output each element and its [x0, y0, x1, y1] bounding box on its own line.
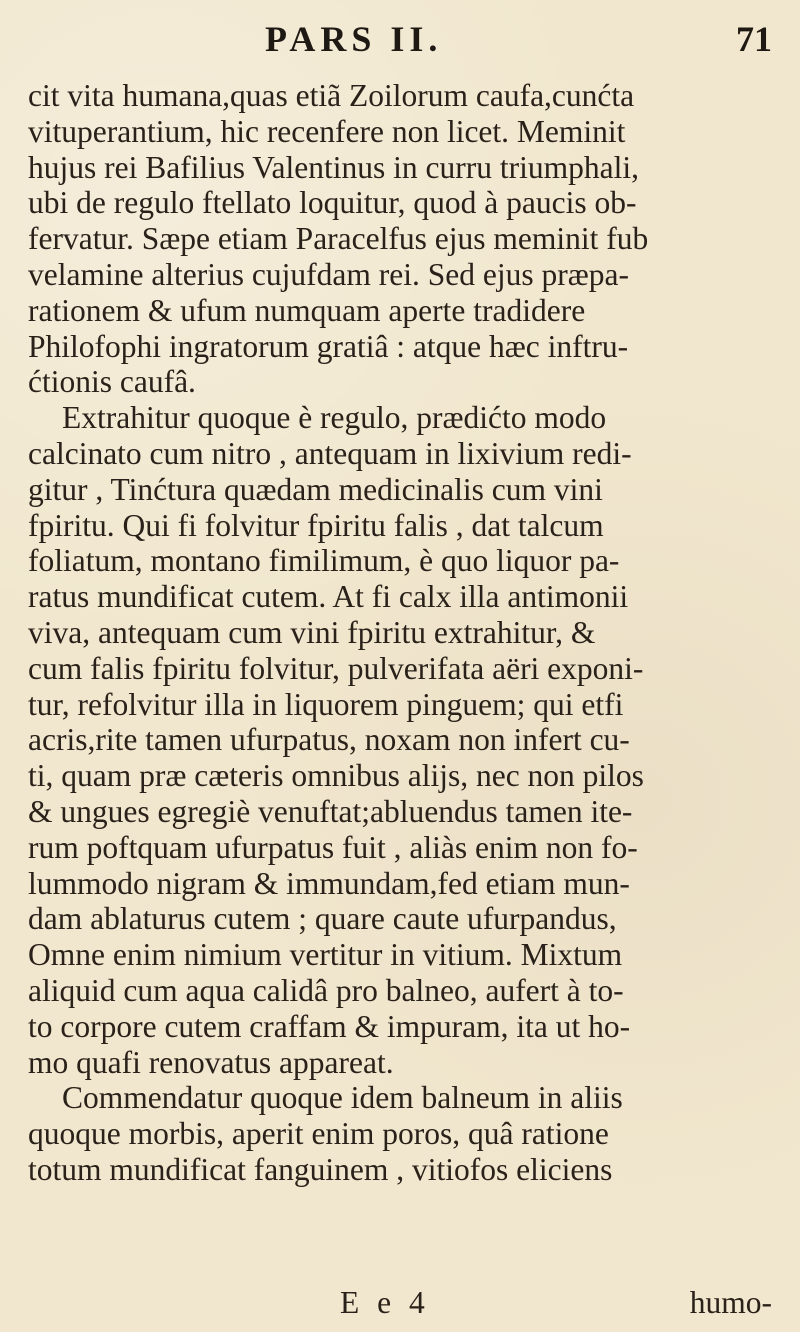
text-line-10: Extrahitur quoque è regulo, prædićto modo: [62, 400, 607, 436]
catchword: humo-: [689, 1285, 772, 1320]
text-line-30: quoque morbis, aperit enim poros, quâ ratione: [28, 1116, 609, 1152]
text-line-23: lummodo nigram & immundam,fed etiam mun-: [28, 865, 630, 901]
text-line-14: foliatum, montano fimilimum, è quo liquor pa-: [28, 543, 620, 579]
text-line-24: dam ablaturus cutem ; quare caute ufurpandus,: [28, 901, 617, 937]
text-line-6: velamine alterius cujufdam rei. Sed ejus præpa-: [28, 256, 629, 292]
signature-mark: E e 4: [340, 1285, 430, 1320]
text-line-5: fervatur. Sæpe etiam Paracelfus ejus meminit fub: [28, 221, 649, 257]
text-line-8: Philofophi ingratorum gratiâ : atque hæc inftru-: [28, 328, 629, 364]
text-line-20: ti, quam præ cæteris omnibus alijs, nec non pilos: [28, 758, 644, 794]
text-line-16: viva, antequam cum vini fpiritu extrahitur, &: [28, 614, 596, 650]
text-line-7: rationem & ufum numquam aperte tradidere: [28, 292, 586, 328]
page-footer: [0, 1285, 800, 1325]
text-line-27: to corpore cutem craffam & impuram, ita ut ho-: [28, 1008, 631, 1044]
body-text: [28, 78, 766, 1188]
text-line-25: Omne enim nimium vertitur in vitium. Mixtum: [28, 937, 623, 973]
text-line-22: rum poftquam ufurpatus fuit , aliàs enim non fo-: [28, 829, 638, 865]
text-line-1: cit vita humana,quas etiã Zoilorum caufa,cunćta: [28, 78, 635, 113]
running-head: PARS II.: [265, 19, 443, 59]
text-line-4: ubi de regulo ftellato loquitur, quod à paucis ob-: [28, 185, 637, 221]
text-line-31: totum mundificat fanguinem , vitiofos eliciens: [28, 1151, 613, 1187]
text-line-18: tur, refolvitur illa in liquorem pinguem; qui etfi: [28, 686, 624, 722]
text-line-2: vituperantium, hic recenfere non licet. Meminit: [28, 113, 626, 149]
text-line-19: acris,rite tamen ufurpatus, noxam non infert cu-: [28, 722, 630, 758]
text-line-15: ratus mundificat cutem. At fi calx illa antimonii: [28, 579, 629, 615]
text-line-11: calcinato cum nitro , antequam in lixivium redi-: [28, 435, 632, 471]
page-header: [0, 18, 800, 66]
text-line-12: gitur , Tinćtura quædam medicinalis cum vini: [28, 471, 603, 507]
text-line-9: ćtionis caufâ.: [28, 364, 196, 400]
text-line-26: aliquid cum aqua calidâ pro balneo, aufert à to-: [28, 972, 624, 1008]
page-number: 71: [736, 19, 772, 59]
text-line-29: Commendatur quoque idem balneum in aliis: [62, 1080, 623, 1116]
text-line-13: fpiritu. Qui fi folvitur fpiritu falis , dat talcum: [28, 507, 604, 543]
text-line-17: cum falis fpiritu folvitur, pulverifata aëri exponi-: [28, 650, 644, 686]
text-line-21: & ungues egregiè venuftat;abluendus tamen ite-: [28, 793, 633, 829]
text-line-3: hujus rei Bafilius Valentinus in curru triumphali,: [28, 149, 639, 185]
text-line-28: mo quafi renovatus appareat.: [28, 1044, 394, 1080]
